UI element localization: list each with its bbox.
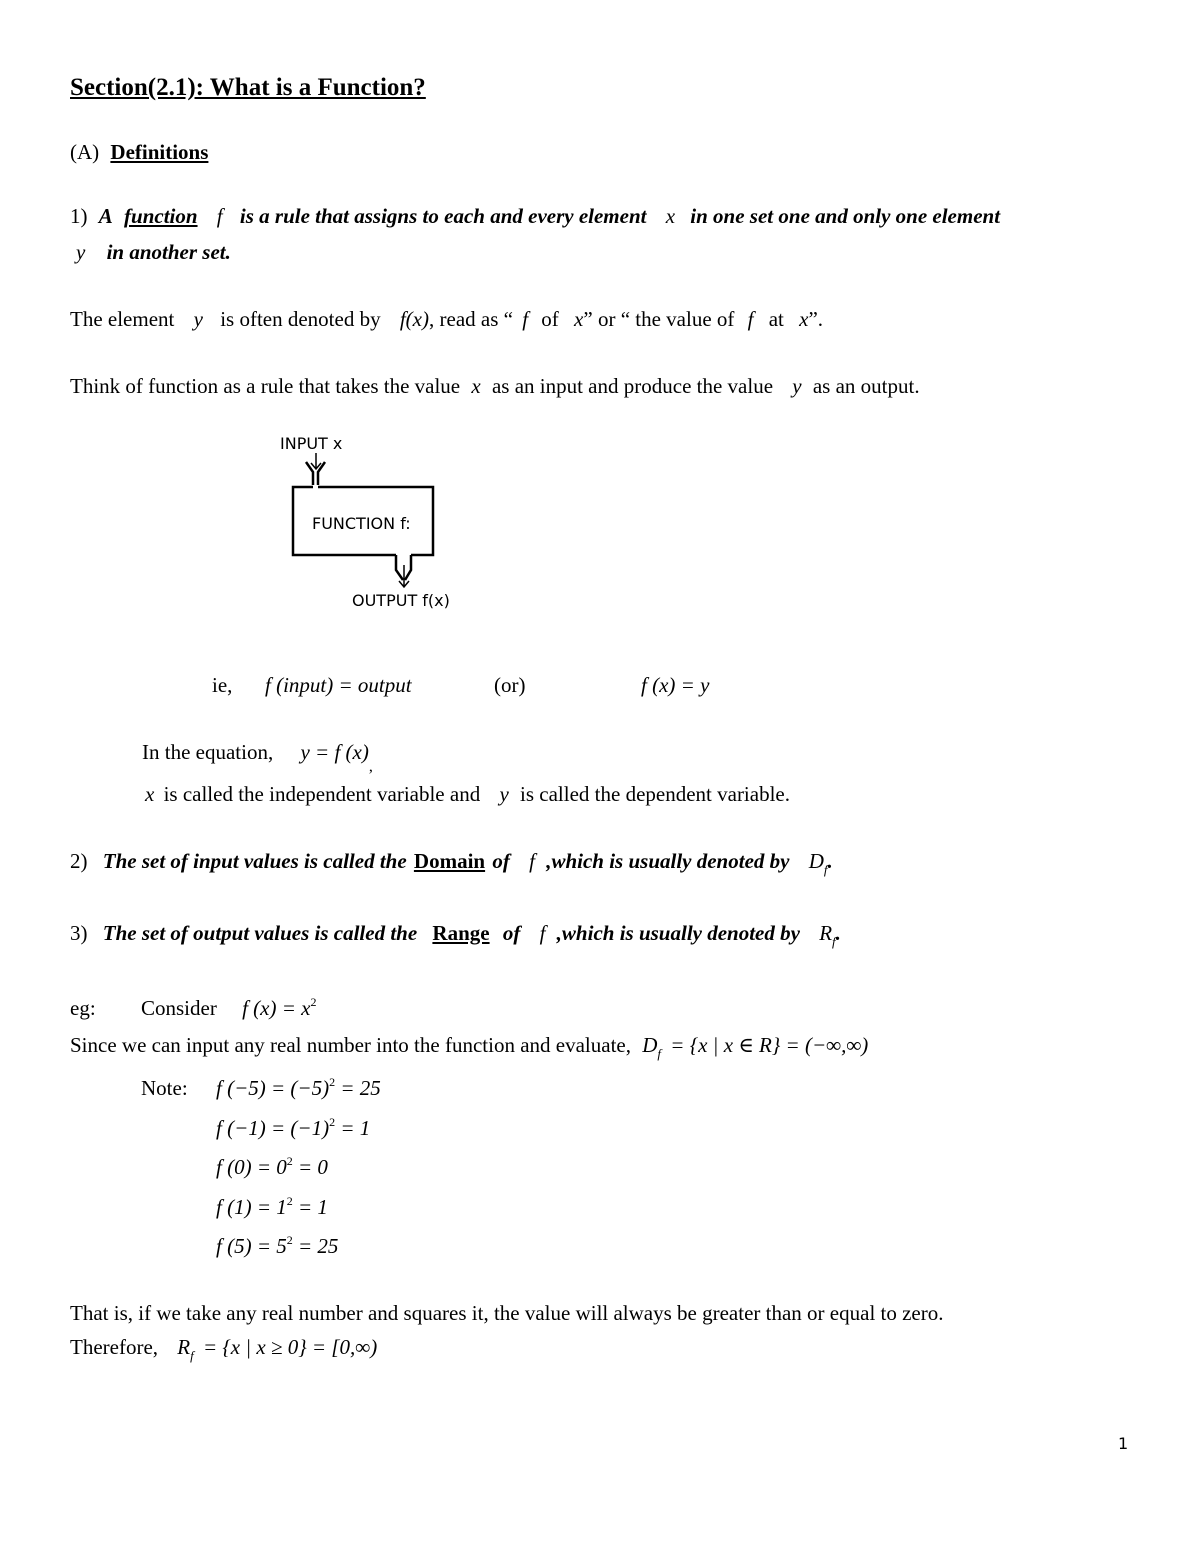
def3-symbol-sub: f <box>832 934 836 949</box>
note-row-exponent: 2 <box>286 1154 293 1168</box>
def2-of: of <box>492 849 510 873</box>
definition-1-line-2 <box>76 240 231 265</box>
note-row-lhs: f (−5) = (−5) <box>216 1076 330 1100</box>
element-f: f <box>522 307 529 331</box>
def2-period: . <box>827 849 833 873</box>
note-row <box>216 1116 370 1141</box>
def1-y: y <box>76 240 86 264</box>
think-line <box>70 374 920 399</box>
note-row-rhs: = 0 <box>298 1155 328 1179</box>
def2-symbol-sub: f <box>823 862 828 877</box>
section-a-label: (A) <box>70 140 100 164</box>
example-eg: eg: <box>70 996 96 1020</box>
element-text-4: ” or “ the value of <box>583 307 735 331</box>
element-text-1: The element <box>70 307 175 331</box>
section-a-title: Definitions <box>110 140 209 164</box>
def1-term-function: function <box>124 204 198 228</box>
conclusion-text: That is, if we take any real number and squares it, the value will always be greater than or equal to zero. <box>70 1301 944 1325</box>
definition-3 <box>70 921 841 949</box>
equation-expression: y = f (x) <box>300 740 369 764</box>
example-domain-value: = {x | x ∈ R} = (−∞,∞) <box>670 1033 869 1057</box>
element-y: y <box>193 307 203 331</box>
note-row-lhs: f (−1) = (−1) <box>216 1116 330 1140</box>
element-text-3: , read as “ <box>429 307 513 331</box>
def3-period: . <box>835 921 841 945</box>
note-row-rhs: = 25 <box>340 1076 381 1100</box>
note-row <box>216 1195 328 1220</box>
note-row-exponent: 2 <box>329 1075 336 1089</box>
ie-or: (or) <box>494 673 526 697</box>
think-text-3: as an output. <box>812 374 920 398</box>
note-row-rhs: = 1 <box>298 1195 328 1219</box>
def3-number: 3) <box>70 921 88 945</box>
element-x: x <box>574 307 584 331</box>
variable-x: x <box>145 782 155 806</box>
note-row-lhs: f (5) = 5 <box>216 1234 287 1258</box>
ie-equation-1: f (input) = output <box>265 673 412 697</box>
example-function: f (x) = x <box>242 996 311 1020</box>
variable-text-1: is called the independent variable and <box>163 782 481 806</box>
think-y: y <box>792 374 802 398</box>
example-since-text: Since we can input any real number into the function and evaluate, <box>70 1033 631 1057</box>
conclusion-range-value: = {x | x ≥ 0} = [0,∞) <box>202 1335 378 1359</box>
variable-line <box>145 782 790 807</box>
def2-text-1: The set of input values is called the <box>102 849 407 873</box>
def3-symbol: R <box>819 921 833 945</box>
diagram-input-label: INPUT x <box>280 434 343 453</box>
def3-term-range: Range <box>432 921 490 945</box>
example-domain-symbol: D <box>642 1033 658 1057</box>
def3-text-1: The set of output values is called the <box>102 921 418 945</box>
note-row-lhs: f (0) = 0 <box>216 1155 287 1179</box>
input-arrow-icon <box>311 453 321 469</box>
note-row-exponent: 2 <box>286 1233 293 1247</box>
example-function-exponent: 2 <box>310 995 317 1009</box>
think-text-2: as an input and produce the value <box>491 374 774 398</box>
note-row-lhs: f (1) = 1 <box>216 1195 287 1219</box>
element-x2: x <box>799 307 809 331</box>
def1-text-1: is a rule that assigns to each and every element <box>239 204 647 228</box>
note-row <box>216 1234 338 1259</box>
element-of: of <box>541 307 559 331</box>
note-row-exponent: 2 <box>286 1194 293 1208</box>
note-row-exponent: 2 <box>329 1115 336 1129</box>
ie-equation-2: f (x) = y <box>641 673 710 697</box>
conclusion-range-symbol: R <box>177 1335 191 1359</box>
def1-x: x <box>665 204 676 228</box>
def3-of: of <box>502 921 521 945</box>
def1-a: A <box>98 204 113 228</box>
def1-number: 1) <box>70 204 88 228</box>
note-row-rhs: = 25 <box>298 1234 339 1258</box>
element-fx: f(x) <box>399 307 429 331</box>
equation-text: In the equation, <box>142 740 274 764</box>
def1-text-3: in another set. <box>106 240 231 264</box>
def2-number: 2) <box>70 849 88 873</box>
ie-label: ie, <box>212 673 233 697</box>
def3-f: f <box>539 921 546 945</box>
equation-comma: , <box>368 758 373 775</box>
example-domain-line <box>70 1033 869 1061</box>
conclusion-range-sub: f <box>190 1348 194 1363</box>
variable-y: y <box>499 782 509 806</box>
element-line <box>70 307 823 332</box>
note-label: Note: <box>141 1076 188 1100</box>
example-domain-sub: f <box>657 1046 662 1061</box>
element-f2: f <box>747 307 754 331</box>
think-x: x <box>471 374 481 398</box>
diagram-output-label: OUTPUT f(x) <box>352 591 450 610</box>
note-row <box>216 1076 381 1101</box>
function-machine-diagram <box>270 425 490 620</box>
element-text-5: ”. <box>808 307 824 331</box>
example-consider-line <box>141 996 316 1021</box>
variable-text-2: is called the dependent variable. <box>520 782 790 806</box>
note-row <box>216 1155 328 1180</box>
conclusion-therefore: Therefore, <box>70 1335 159 1359</box>
example-consider: Consider <box>141 996 217 1020</box>
def3-text-2: ,which is usually denoted by <box>556 921 800 945</box>
note-row-rhs: = 1 <box>340 1116 371 1140</box>
def1-f: f <box>216 204 223 228</box>
conclusion-range-line <box>70 1335 378 1363</box>
equation-line <box>142 740 373 775</box>
definition-2 <box>70 849 833 877</box>
def1-text-2: in one set one and only one element <box>690 204 1001 228</box>
section-a-heading <box>70 140 208 165</box>
definition-1-line-1 <box>70 204 1000 229</box>
def2-term-domain: Domain <box>413 849 486 873</box>
page-number: 1 <box>1118 1434 1129 1453</box>
def2-text-2: ,which is usually denoted by <box>546 849 790 873</box>
def2-symbol: D <box>808 849 824 873</box>
def2-f: f <box>529 849 535 873</box>
page-title: Section(2.1): What is a Function? <box>70 74 426 101</box>
think-text-1: Think of function as a rule that takes the value <box>70 374 461 398</box>
diagram-function-label: FUNCTION f: <box>312 514 411 533</box>
element-at: at <box>768 307 784 331</box>
element-text-2: is often denoted by <box>220 307 381 331</box>
